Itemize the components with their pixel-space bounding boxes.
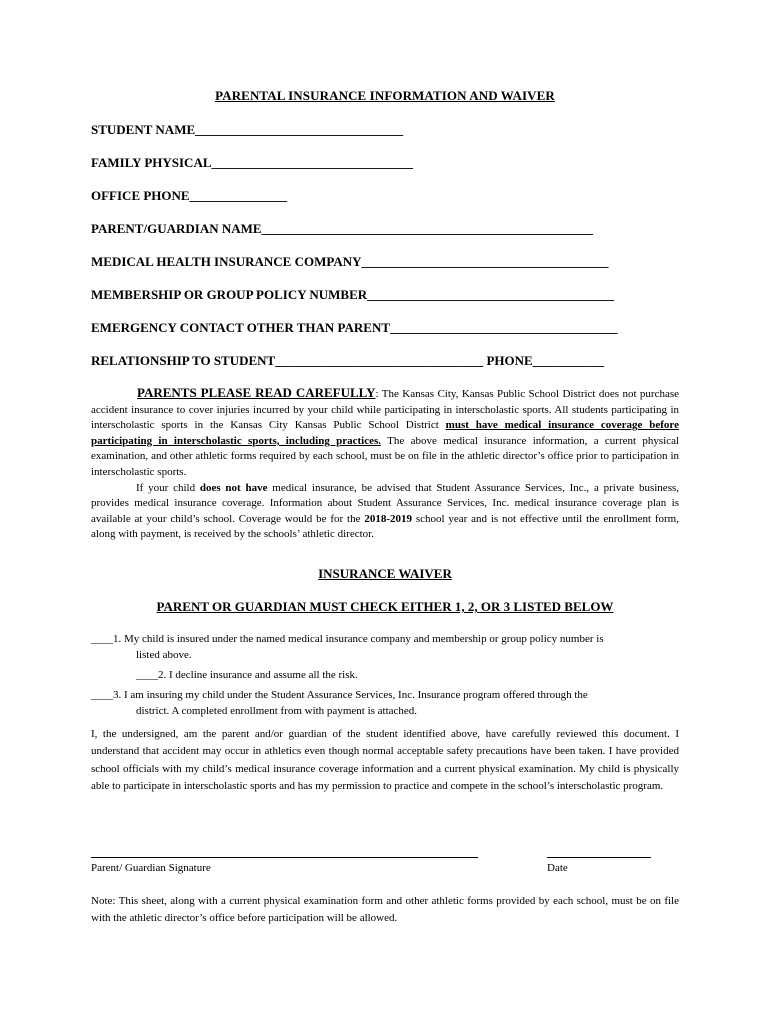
insurance-waiver-heading: INSURANCE WAIVER	[318, 566, 452, 581]
footer-note: Note: This sheet, along with a current physical examination form and other athletic forms provided by each school, must be on file with the athletic director’s office before participation will be allowed.	[91, 895, 679, 924]
check-instruction-heading: PARENT OR GUARDIAN MUST CHECK EITHER 1, 2, OR 3 LISTED BELOW	[156, 599, 614, 614]
option-3[interactable]	[91, 687, 681, 719]
emergency-contact-field[interactable]: EMERGENCY CONTACT OTHER THAN PARENT___________________________________	[91, 320, 618, 335]
notice-text-a: : The Kansas City, Kansas Public School District does not purchase accident insurance to cover injuries incurred by your child while participating in interscholastic sports. All students participating in interscholastic sports in the Kansas City Kansas Public School District	[91, 388, 679, 432]
notice-bold-phrase: does not have	[199, 481, 268, 494]
option-2-text: ____2. I decline insurance and assume all the risk.	[136, 669, 358, 681]
student-name-field[interactable]: STUDENT NAME________________________________	[91, 122, 404, 137]
school-year: 2018-2019	[364, 512, 412, 525]
parent-guardian-name-field[interactable]: PARENT/GUARDIAN NAME___________________________________________________	[91, 221, 594, 236]
date-line[interactable]	[547, 857, 651, 858]
option-1-text-cont: listed above.	[136, 649, 192, 661]
office-phone-field[interactable]: OFFICE PHONE_______________	[91, 188, 288, 203]
option-2[interactable]	[91, 667, 681, 683]
waiver-statement: I, the undersigned, am the parent and/or guardian of the student identified above, have carefully reviewed this document. I understand that accident may occur in athletics even though normal acceptable safety precautions have been taken. I have provided school officials with my child’s medical insurance coverage information and a current physical examination. My child is physically able to participate in interscholastic sports and has my permission to practice and compete in the school’s interscholastic program.	[91, 728, 679, 793]
notice-text-e: school year and is not effective until the enrollment form, along with payment, is received by the schools’ athletic director.	[91, 512, 679, 541]
form-title: PARENTAL INSURANCE INFORMATION AND WAIVER	[215, 88, 555, 103]
signature-label: Parent/ Guardian Signature	[91, 862, 211, 874]
option-3-text: ____3. I am insuring my child under the Student Assurance Services, Inc. Insurance program offered through the	[91, 689, 588, 701]
option-3-text-cont: district. A completed enrollment from with payment is attached.	[136, 705, 418, 717]
notice-text-b: The above medical insurance information, a current physical examination, and other athletic forms required by each school, must be on file in the athletic director’s office prior to participation in interscholastic sports.	[91, 434, 680, 478]
option-1[interactable]	[91, 631, 681, 663]
notice-paragraph	[91, 385, 679, 543]
notice-text-c: If your child	[136, 481, 200, 494]
notice-text-d: medical insurance, be advised that Student Assurance Services, Inc., a private business, provides medical insurance coverage. Information about Student Assurance Services, Inc. medical insurance coverage plan is available at your child’s school. Coverage would be for the	[91, 481, 679, 525]
notice-heading: PARENTS PLEASE READ CAREFULLY	[137, 385, 376, 400]
relationship-phone-field[interactable]: RELATIONSHIP TO STUDENT________________________________ PHONE___________	[91, 353, 605, 368]
medical-insurance-company-field[interactable]: MEDICAL HEALTH INSURANCE COMPANY______________________________________	[91, 254, 609, 269]
family-physical-field[interactable]: FAMILY PHYSICAL_______________________________	[91, 155, 414, 170]
option-1-text: ____1. My child is insured under the named medical insurance company and membership or group policy number is	[91, 633, 604, 645]
signature-line[interactable]	[91, 857, 478, 858]
date-label: Date	[547, 862, 568, 874]
membership-policy-number-field[interactable]: MEMBERSHIP OR GROUP POLICY NUMBER______________________________________	[91, 287, 615, 302]
notice-emphasis: must have medical insurance coverage before participating in interscholastic sports, including practices.	[91, 419, 679, 447]
